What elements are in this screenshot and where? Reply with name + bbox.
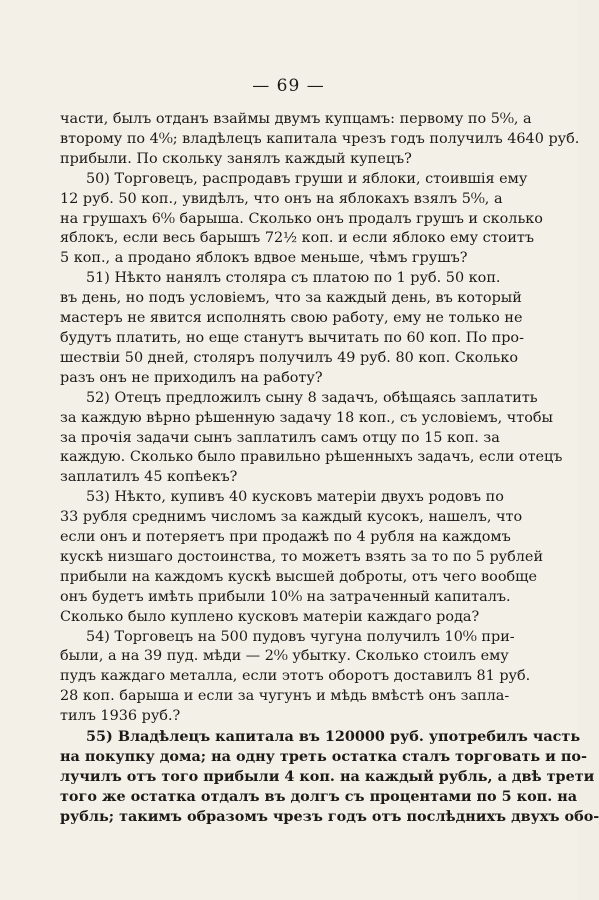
- text-line: тилъ 1936 руб.?: [60, 708, 181, 725]
- text-line: заплатилъ 45 копѣекъ?: [60, 469, 238, 486]
- page-body-text: [60, 110, 599, 827]
- text-line: онъ будетъ имѣть прибыли 10⁰⁄₀ на затраченный капиталъ.: [60, 588, 511, 605]
- text-line: мастеръ не явится исполнять свою работу, ему не только не: [60, 310, 523, 327]
- text-line: 33 рубля среднимъ числомъ за каждый кусокъ, нашелъ, что: [60, 509, 523, 526]
- text-line: кускѣ низшаго достоинства, то можетъ взять за то по 5 рублей: [60, 548, 544, 565]
- text-line: если онъ и потеряетъ при продажѣ по 4 рубля на каждомъ: [60, 529, 511, 546]
- text-line: пудъ каждаго металла, если этотъ оборотъ доставилъ 81 руб.: [60, 668, 531, 685]
- text-line: на грушахъ 6⁰⁄₀ барыша. Сколько онъ продалъ грушъ и сколько: [60, 210, 543, 227]
- text-line: въ день, но подъ условіемъ, что за каждый день, въ который: [60, 290, 522, 307]
- text-line: за прочія задачи сынъ заплатилъ самъ отцу по 15 коп. за: [60, 429, 500, 446]
- text-line: части, былъ отданъ взаймы двумъ купцамъ: первому по 5⁰⁄₀, а: [60, 111, 532, 127]
- text-line: яблокъ, если весь барышъ 72½ коп. и если яблоко ему стоитъ: [60, 230, 535, 247]
- text-line: 12 руб. 50 коп., увидѣлъ, что онъ на яблокахъ взялъ 5⁰⁄₀, а: [60, 190, 503, 207]
- text-line: прибыли на каждомъ кускѣ высшей доброты, отъ чего вообще: [60, 568, 538, 585]
- page-number: — 69 —: [252, 76, 325, 96]
- text-line: на покупку дома; на одну треть остатка сталъ торговать и по-: [60, 748, 587, 765]
- text-line: 28 коп. барыша и если за чугунъ и мѣдь вмѣстѣ онъ запла-: [60, 688, 510, 705]
- text-line: рубль; такимъ образомъ чрезъ годъ отъ послѣднихъ двухъ обо-: [60, 807, 599, 825]
- text-line: за каждую вѣрно рѣшенную задачу 18 коп., съ условіемъ, чтобы: [60, 409, 553, 426]
- text-line: второму по 4⁰⁄₀; владѣлецъ капитала чрезъ годъ получилъ 4640 руб.: [60, 130, 580, 147]
- text-line: разъ онъ не приходилъ на работу?: [60, 369, 323, 386]
- text-line: 51) Нѣкто нанялъ столяра съ платою по 1 руб. 50 коп.: [86, 270, 501, 287]
- text-line: прибыли. По скольку занялъ каждый купецъ?: [60, 150, 412, 167]
- text-line: каждую. Сколько было правильно рѣшенныхъ задачъ, если отецъ: [60, 449, 563, 466]
- text-line: 5 коп., а продано яблокъ вдвое меньше, чѣмъ грушъ?: [60, 250, 468, 267]
- text-line: будутъ платить, но еще станутъ вычитать по 60 коп. По про-: [60, 329, 524, 346]
- text-line: 55) Владѣлецъ капитала въ 120000 руб. употребилъ часть: [86, 728, 581, 746]
- text-line: того же остатка отдалъ въ долгъ съ процентами по 5 коп. на: [60, 787, 578, 805]
- text-line: 53) Нѣкто, купивъ 40 кусковъ матеріи двухъ родовъ по: [86, 489, 504, 506]
- text-line: шествіи 50 дней, столяръ получилъ 49 руб. 80 коп. Сколько: [60, 349, 519, 366]
- text-line: 54) Торговецъ на 500 пудовъ чугуна получилъ 10⁰⁄₀ при-: [86, 628, 515, 645]
- text-line: лучилъ отъ того прибыли 4 коп. на каждый рубль, а двѣ трети: [60, 767, 595, 785]
- text-line: Сколько было куплено кусковъ матеріи каждаго рода?: [60, 608, 480, 625]
- text-line: были, а на 39 пуд. мѣди — 2⁰⁄₀ убытку. Сколько стоилъ ему: [60, 648, 509, 665]
- text-line: 50) Торговецъ, распродавъ груши и яблоки, стоившія ему: [86, 170, 528, 187]
- text-line: 52) Отецъ предложилъ сыну 8 задачъ, обѣщаясь заплатить: [86, 389, 538, 406]
